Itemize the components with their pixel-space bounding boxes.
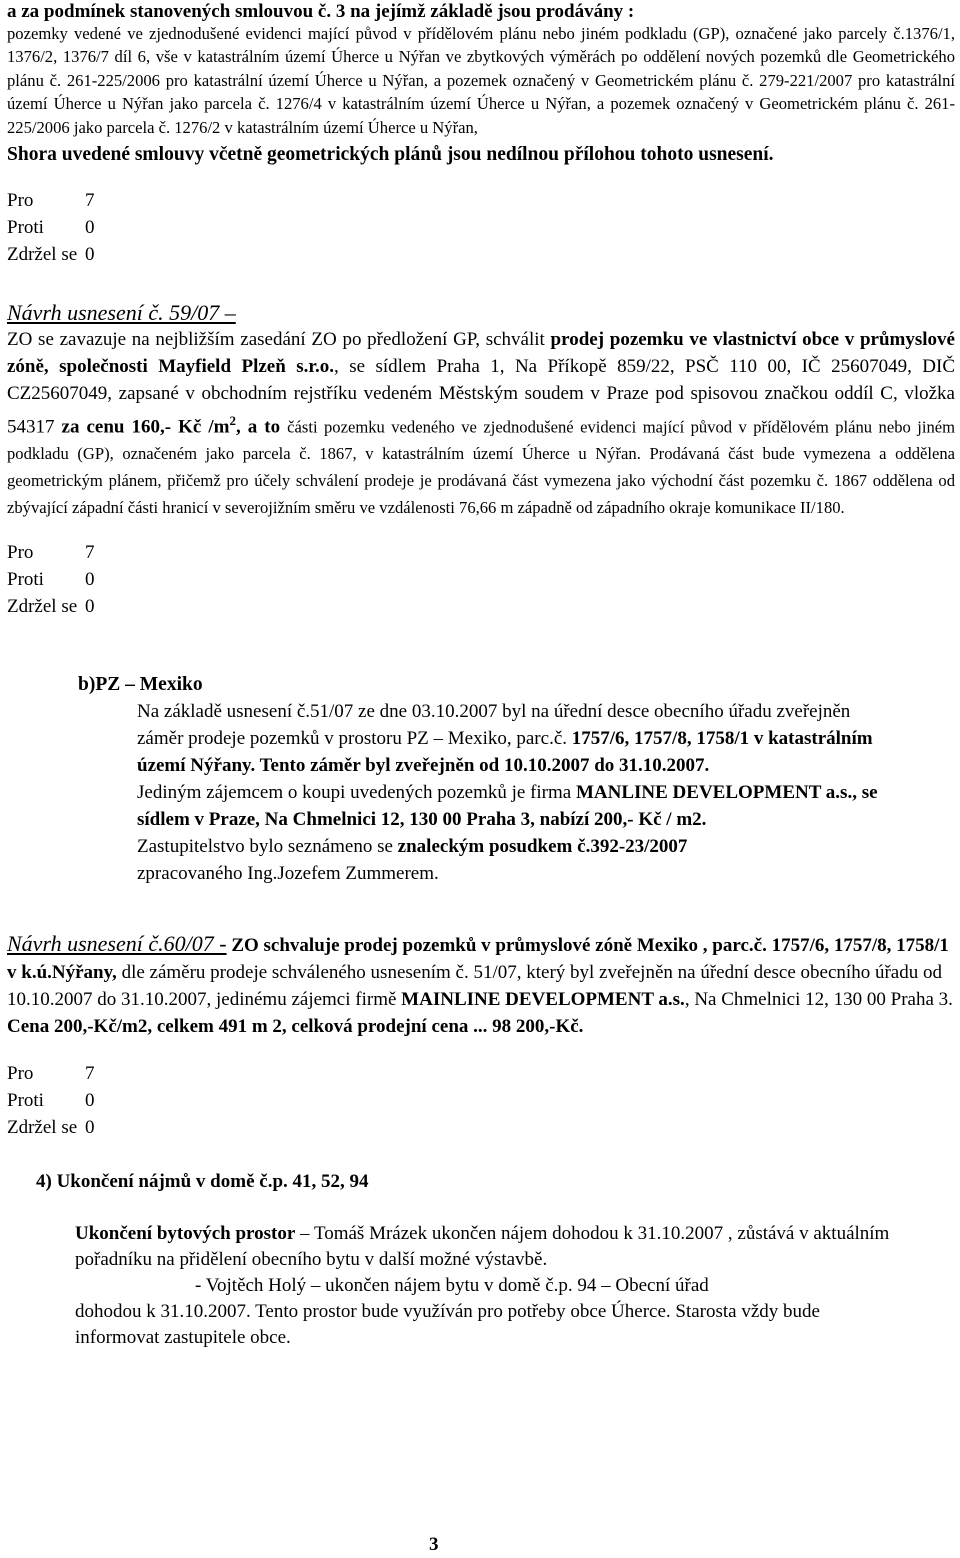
vote-proti-value: 0 bbox=[85, 217, 95, 239]
pz-mexiko-section bbox=[78, 672, 955, 887]
pz-mexiko-para-3: Zastupitelstvo bylo seznámeno se znaleckým posudkem č.392-23/2007 zpracovaného Ing.Jozefem Zummerem. bbox=[137, 836, 688, 885]
pz-mexiko-heading: b)PZ – Mexiko bbox=[78, 674, 203, 696]
section-4-para-2: dohodou k 31.10.2007. Tento prostor bude využíván pro potřeby obce Úherce. Starosta vždy bude informovat zastupitele obce. bbox=[75, 1301, 820, 1349]
vote-proti-label: Proti bbox=[7, 217, 44, 239]
pz-mexiko-para-2: Jediným zájemcem o koupi uvedených pozemků je firma MANLINE DEVELOPMENT a.s., se sídlem v Praze, Na Chmelnici 12, 130 00 Praha 3, nabízí 200,- Kč / m2. bbox=[137, 782, 878, 831]
document-page bbox=[7, 0, 956, 1555]
motion-60-heading: Návrh usnesení č.60/07 - bbox=[7, 931, 227, 957]
vote-block-2: Pro 7 Proti 0 Zdržel se 0 bbox=[7, 542, 95, 618]
vote-zdrzel-label: Zdržel se bbox=[7, 244, 78, 266]
motion-59-text: ZO se zavazuje na nejbližším zasedání ZO po předložení GP, schválit prodej pozemku ve vlastnictví obce v průmyslové zóně, společnosti Mayfield Plzeň s.r.o., se sídlem Praha 1, Na Příkopě 859/22, PSČ 110 00, IČ 25607049, DIČ CZ25607049, zapsané v obchodním rejstříku vedeném Městským soudem v Praze pod spisovou značkou oddíl C, vložka 54317 za cenu 160,- Kč $/m^2$, a to části pozemku vedeného ve zjednodušené evidenci mající původ v přídělovém plánu nebo jiném podkladu (GP), označeném jako parcela č. 1867, v katastrálním území Úherce u Nýřan. Prodávaná část bude vymezena a oddělena geometrickým plánem, přičemž pro účely schválení prodeje je prodávaná část vymezena jako východní část pozemku č. 1867 oddělena od zbývající západní části hranicí v severojižním směru ve vzdálenosti 76,66 m západně od západního okraje komunikace II/180. bbox=[7, 329, 956, 518]
section-4-para-1: Ukončení bytových prostor – Tomáš Mrázek ukončen nájem dohodou k 31.10.2007 , zůstává v aktuálním pořadníku na přidělení obecního bytu v další možné výstavbě. bbox=[75, 1223, 890, 1271]
page-number: 3 bbox=[429, 1534, 439, 1555]
section-4-bullet: - Vojtěch Holý – ukončen nájem bytu v domě č.p. 94 – Obecní úřad bbox=[195, 1275, 709, 1297]
vote-pro-label: Pro bbox=[7, 190, 34, 212]
section-4-heading: 4) Ukončení nájmů v domě č.p. 41, 52, 94 bbox=[36, 1171, 369, 1193]
vote-block-1 bbox=[7, 187, 955, 268]
vote-pro-value: 7 bbox=[85, 190, 95, 212]
pz-mexiko-para-1: Na základě usnesení č.51/07 ze dne 03.10.2007 byl na úřední desce obecního úřadu zveřejněn záměr prodeje pozemků v prostoru PZ – Mexiko, parc.č. 1757/6, 1757/8, 1758/1 v katastrálním území Nýřany. Tento záměr byl zveřejněn od 10.10.2007 do 31.10.2007. bbox=[137, 701, 873, 777]
intro-line: a za podmínek stanovených smlouvou č. 3 na jejímž základě jsou prodávány : bbox=[7, 1, 635, 22]
motion-59-heading: Návrh usnesení č. 59/07 – bbox=[7, 300, 236, 326]
attachment-statement: Shora uvedené smlouvy včetně geometrických plánů jsou nedílnou přílohou tohoto usnesení. bbox=[7, 144, 774, 166]
intro-paragraph: pozemky vedené ve zjednodušené evidenci mající původ v přídělovém plánu nebo jiném podkladu (GP), označené jako parcely č.1376/1, 1376/2, 1376/7 díl 6, vše v katastrálním území Úherce u Nýřan ve zbytkových výměrách po oddělení nových pozemků dle Geometrického plánu č. 261-225/2006 pro katastrální území Úherce u Nýřan, a pozemek označený v Geometrickém plánu č. 279-221/2007 pro katastrální území Úherce u Nýřan jako parcela č. 1276/4 v katastrálním území Úherce u Nýřan, a pozemek označený v Geometrickém plánu č. 261-225/2006 jako parcela č. 1276/2 v katastrálním území Úherce u Nýřan, bbox=[7, 24, 955, 137]
vote-block-3: Pro 7 Proti 0 Zdržel se 0 bbox=[7, 1063, 95, 1139]
vote-zdrzel-value: 0 bbox=[85, 244, 95, 266]
motion-60-text: Návrh usnesení č.60/07 - ZO schvaluje prodej pozemků v průmyslové zóně Mexiko , parc.č. 1757/6, 1757/8, 1758/1 v k.ú.Nýřany, dle záměru prodeje schváleného usnesením č. 51/07, který byl zveřejněn na úřední desce obecního úřadu od 10.10.2007 do 31.10.2007, jedinému zájemci firmě MAINLINE DEVELOPMENT a.s., Na Chmelnici 12, 130 00 Praha 3. Cena 200,-Kč/m2, celkem 491 m 2, celková prodejní cena ... 98 200,-Kč. bbox=[7, 931, 953, 1038]
